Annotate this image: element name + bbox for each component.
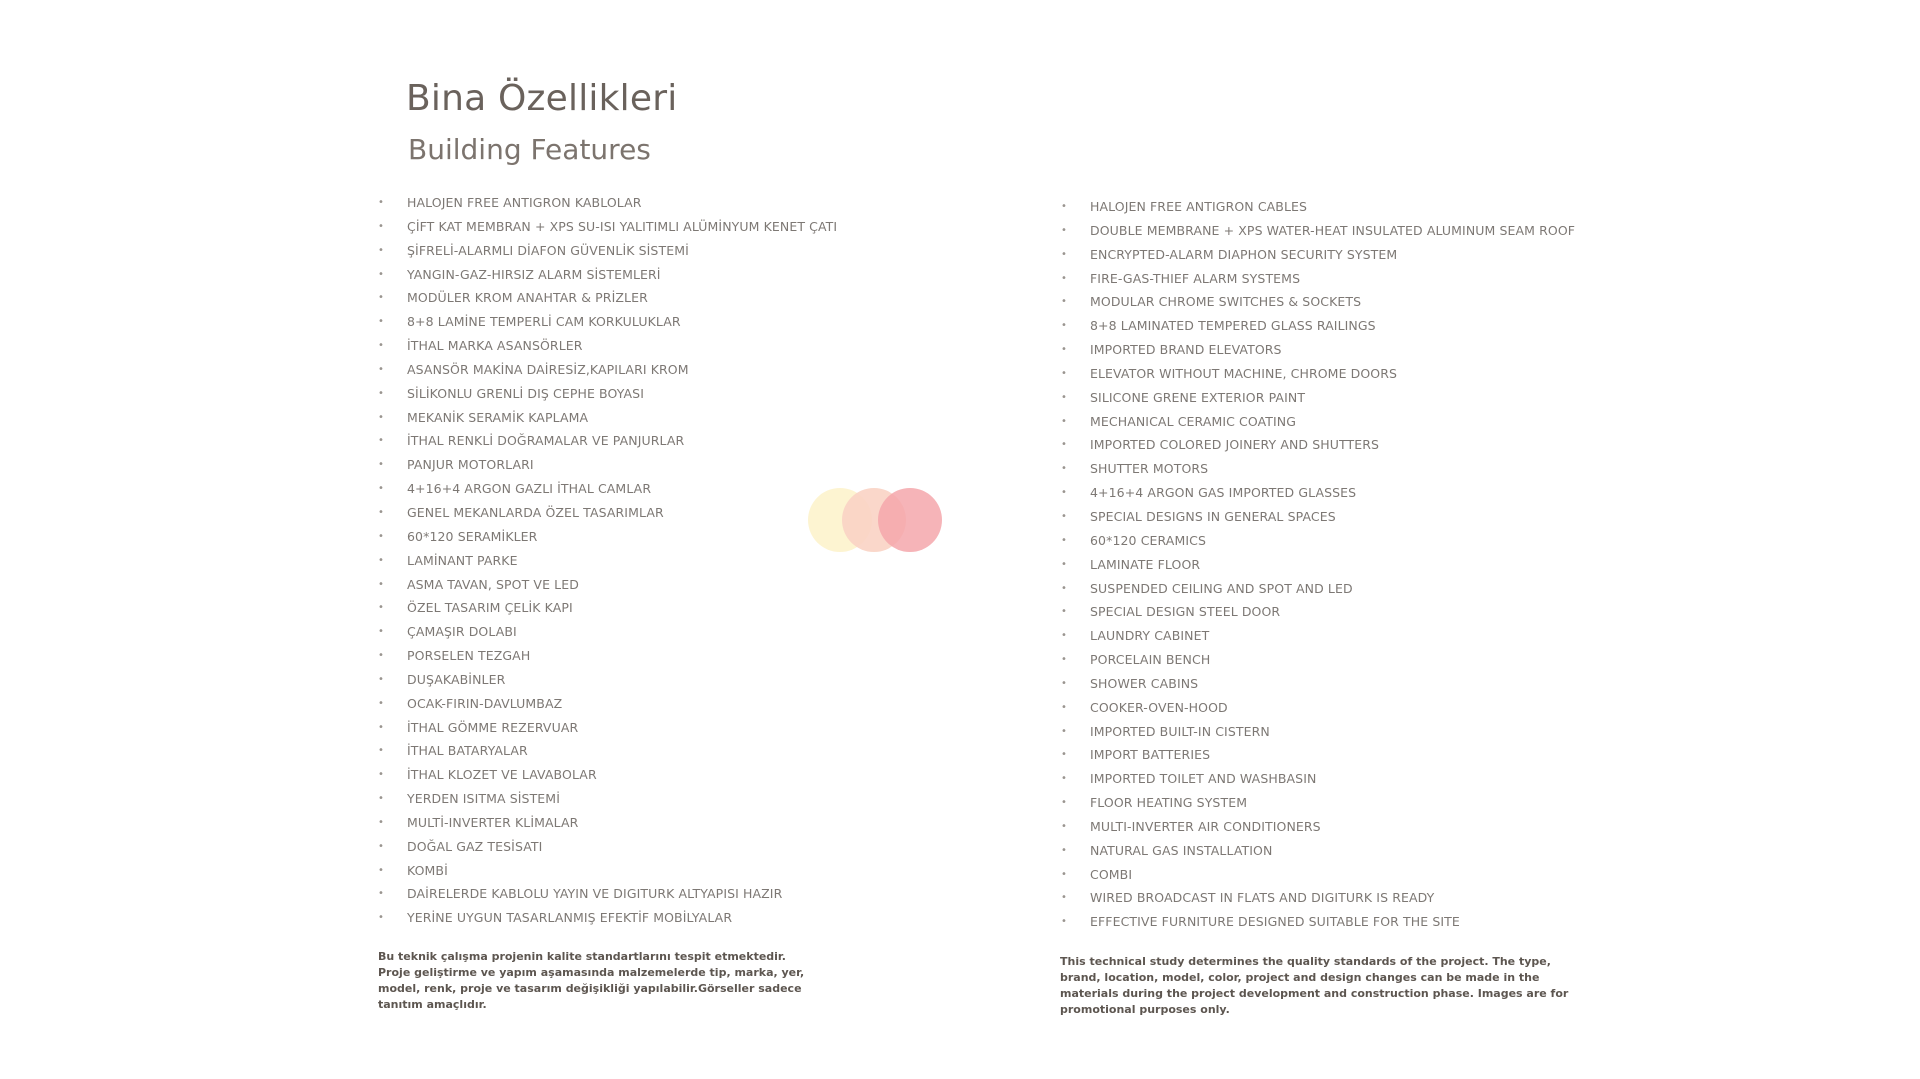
bullet-icon: •: [378, 816, 384, 828]
bullet-icon: •: [378, 554, 384, 566]
feature-item: [378, 859, 837, 883]
feature-label: IMPORT BATTERIES: [1090, 747, 1211, 763]
feature-item: [378, 215, 838, 239]
bullet-icon: •: [1061, 773, 1067, 785]
feature-label: 8+8 LAMİNE TEMPERLİ CAM KORKULUKLAR: [407, 314, 681, 330]
feature-item: [1061, 410, 1575, 434]
feature-item: [1061, 457, 1575, 481]
feature-label: LAUNDRY CABINET: [1090, 628, 1210, 644]
feature-item: [378, 692, 837, 716]
bullet-icon: •: [378, 483, 384, 495]
bullet-icon: •: [1061, 677, 1067, 689]
feature-item: [378, 644, 837, 668]
bullet-icon: •: [378, 244, 384, 256]
feature-item: [1061, 696, 1575, 720]
bullet-icon: •: [378, 316, 384, 328]
feature-label: SİLİKONLU GRENLİ DIŞ CEPHE BOYASI: [407, 385, 644, 401]
feature-item: [1061, 481, 1575, 505]
bullet-icon: •: [1061, 582, 1067, 594]
bullet-icon: •: [1061, 534, 1067, 546]
bullet-icon: •: [378, 745, 384, 757]
decorative-circles: [808, 488, 943, 553]
bullet-icon: •: [378, 530, 384, 542]
bullet-icon: •: [1061, 844, 1067, 856]
bullet-icon: •: [378, 387, 384, 399]
feature-item: [1061, 314, 1575, 338]
bullet-icon: •: [378, 435, 384, 447]
feature-label: SUSPENDED CEILING AND SPOT AND LED: [1090, 580, 1353, 596]
feature-item: [378, 263, 837, 287]
feature-label: NATURAL GAS INSTALLATION: [1090, 842, 1273, 858]
bullet-icon: •: [1061, 510, 1067, 522]
feature-item: [1061, 600, 1575, 624]
bullet-icon: •: [1061, 415, 1067, 427]
feature-label: İTHAL MARKA ASANSÖRLER: [407, 338, 583, 354]
feature-item: [1061, 219, 1576, 243]
feature-item: [1061, 577, 1575, 601]
bullet-icon: •: [378, 650, 384, 662]
feature-label: LAMİNANT PARKE: [407, 552, 518, 568]
feature-label: YERİNE UYGUN TASARLANMIŞ EFEKTİF MOBİLYALAR: [407, 910, 733, 926]
feature-label: FIRE-GAS-THIEF ALARM SYSTEMS: [1090, 270, 1301, 286]
feature-item: [1061, 648, 1575, 672]
feature-item: [1061, 743, 1575, 767]
feature-item: [1061, 720, 1575, 744]
feature-label: DAİRELERDE KABLOLU YAYIN VE DIGITURK ALTYAPISI HAZIR: [407, 886, 783, 902]
bullet-icon: •: [378, 578, 384, 590]
bullet-icon: •: [378, 506, 384, 518]
feature-label: SHUTTER MOTORS: [1090, 461, 1209, 477]
feature-label: SILICONE GRENE EXTERIOR PAINT: [1090, 389, 1306, 405]
feature-item: [1061, 553, 1575, 577]
feature-item: [1061, 195, 1575, 219]
bullet-icon: •: [1061, 272, 1067, 284]
bullet-icon: •: [378, 769, 384, 781]
bullet-icon: •: [1061, 201, 1067, 212]
feature-label: İTHAL GÖMME REZERVUAR: [407, 719, 579, 735]
feature-item: [1061, 672, 1575, 696]
feature-item: [1061, 886, 1575, 910]
bullet-icon: •: [1061, 439, 1067, 451]
features-list-tr: [378, 191, 838, 930]
feature-item: [1061, 529, 1575, 553]
bullet-icon: •: [378, 363, 384, 375]
feature-label: ELEVATOR WITHOUT MACHINE, CHROME DOORS: [1090, 365, 1398, 381]
feature-label: MULTİ-INVERTER KLİMALAR: [407, 814, 579, 830]
feature-label: IMPORTED BRAND ELEVATORS: [1090, 342, 1282, 358]
feature-item: [378, 573, 837, 597]
feature-item: [378, 835, 837, 859]
feature-label: DOUBLE MEMBRANE + XPS WATER-HEAT INSULATED ALUMINUM SEAM ROOF: [1090, 222, 1576, 238]
feature-item: [378, 501, 837, 525]
feature-label: İTHAL BATARYALAR: [407, 743, 528, 759]
bullet-icon: •: [378, 673, 384, 685]
feature-item: [378, 191, 837, 215]
feature-item: [1061, 386, 1575, 410]
page-subtitle: Building Features: [408, 133, 651, 166]
bullet-icon: •: [1061, 487, 1067, 499]
feature-label: MODULAR CHROME SWITCHES & SOCKETS: [1090, 294, 1362, 310]
feature-item: [1061, 624, 1575, 648]
bullet-icon: •: [1061, 463, 1067, 475]
feature-item: [378, 882, 837, 906]
bullet-icon: •: [1061, 868, 1067, 880]
feature-label: WIRED BROADCAST IN FLATS AND DIGITURK IS READY: [1090, 890, 1435, 906]
feature-label: ENCRYPTED-ALARM DIAPHON SECURITY SYSTEM: [1090, 246, 1398, 262]
feature-label: ÇİFT KAT MEMBRAN + XPS SU-ISI YALITIMLI ALÜMİNYUM KENET ÇATI: [407, 218, 838, 234]
bullet-icon: •: [378, 411, 384, 423]
feature-item: [1061, 505, 1575, 529]
bullet-icon: •: [378, 626, 384, 638]
bullet-icon: •: [1061, 654, 1067, 666]
feature-item: [378, 668, 837, 692]
page-title: Bina Özellikleri: [406, 78, 678, 119]
bullet-icon: •: [378, 721, 384, 733]
feature-label: ÖZEL TASARIM ÇELİK KAPI: [407, 600, 573, 616]
feature-label: MEKANİK SERAMİK KAPLAMA: [407, 409, 589, 425]
feature-label: SPECIAL DESIGNS IN GENERAL SPACES: [1090, 508, 1336, 524]
feature-item: [378, 406, 837, 430]
feature-item: [1061, 433, 1575, 457]
disclaimer-tr: Bu teknik çalışma projenin kalite standartlarını tespit etmektedir. Proje geliştirme ve yapım aşamasında malzemelerde tip, marka, yer, model, renk, proje ve tasarım değişikliği yapılabilir.Görseller sadece tanıtım amaçlıdır.: [378, 950, 805, 1011]
bullet-icon: •: [1061, 606, 1067, 618]
feature-label: MULTI-INVERTER AIR CONDITIONERS: [1090, 818, 1321, 834]
feature-label: 4+16+4 ARGON GAS IMPORTED GLASSES: [1090, 485, 1357, 501]
feature-item: [1061, 290, 1575, 314]
feature-item: [378, 358, 837, 382]
feature-item: [378, 596, 837, 620]
feature-item: [378, 286, 837, 310]
bullet-icon: •: [1061, 916, 1067, 928]
feature-label: MODÜLER KROM ANAHTAR & PRİZLER: [407, 290, 648, 306]
feature-item: [378, 453, 837, 477]
features-list-en: [1061, 195, 1576, 934]
feature-label: ASANSÖR MAKİNA DAİRESİZ,KAPILARI KROM: [407, 361, 689, 377]
feature-item: [378, 334, 837, 358]
feature-label: PORCELAIN BENCH: [1090, 652, 1211, 668]
feature-label: MECHANICAL CERAMIC COATING: [1090, 413, 1297, 429]
feature-label: DUŞAKABİNLER: [407, 671, 506, 687]
bullet-icon: •: [378, 602, 384, 614]
feature-item: [1061, 767, 1575, 791]
feature-label: YANGIN-GAZ-HIRSIZ ALARM SİSTEMLERİ: [407, 266, 661, 282]
feature-item: [378, 429, 837, 453]
bullet-icon: •: [1061, 892, 1067, 904]
feature-label: SHOWER CABINS: [1090, 675, 1199, 691]
feature-item: [378, 239, 837, 263]
feature-item: [1061, 338, 1575, 362]
bullet-icon: •: [1061, 630, 1067, 642]
bullet-icon: •: [1061, 797, 1067, 809]
feature-label: 60*120 SERAMİKLER: [407, 528, 538, 544]
bullet-icon: •: [1061, 701, 1067, 713]
feature-item: [1061, 815, 1575, 839]
bullet-icon: •: [378, 220, 384, 232]
feature-item: [378, 310, 837, 334]
feature-label: COMBI: [1090, 866, 1133, 882]
feature-item: [378, 525, 837, 549]
feature-label: ÇAMAŞIR DOLABI: [407, 624, 517, 640]
feature-item: [378, 620, 837, 644]
bullet-icon: •: [378, 840, 384, 852]
bullet-icon: •: [378, 197, 384, 208]
bullet-icon: •: [1061, 367, 1067, 379]
bullet-icon: •: [378, 268, 384, 280]
bullet-icon: •: [1061, 248, 1067, 260]
disclaimer-en: This technical study determines the quality standards of the project. The type, brand, location, model, color, project and design changes can be made in the materials during the project development and construction phase. Images are for promotional purposes only.: [1060, 955, 1569, 1016]
feature-label: IMPORTED BUILT-IN CISTERN: [1090, 723, 1270, 739]
feature-item: [378, 763, 837, 787]
feature-label: FLOOR HEATING SYSTEM: [1090, 795, 1248, 811]
feature-label: ASMA TAVAN, SPOT VE LED: [407, 576, 579, 592]
feature-label: IMPORTED COLORED JOINERY AND SHUTTERS: [1090, 437, 1380, 453]
feature-label: KOMBİ: [407, 862, 448, 878]
feature-item: [378, 716, 837, 740]
feature-label: İTHAL RENKLİ DOĞRAMALAR VE PANJURLAR: [407, 433, 685, 449]
bullet-icon: •: [1061, 558, 1067, 570]
bullet-icon: •: [378, 912, 384, 924]
decor-circle-pink: [878, 488, 942, 552]
bullet-icon: •: [1061, 725, 1067, 737]
bullet-icon: •: [378, 340, 384, 352]
bullet-icon: •: [378, 793, 384, 805]
feature-label: İTHAL KLOZET VE LAVABOLAR: [407, 767, 597, 783]
bullet-icon: •: [378, 697, 384, 709]
feature-item: [1061, 839, 1575, 863]
feature-item: [1061, 267, 1575, 291]
feature-label: EFFECTIVE FURNITURE DESIGNED SUITABLE FOR THE SITE: [1090, 914, 1460, 930]
feature-label: GENEL MEKANLARDA ÖZEL TASARIMLAR: [407, 504, 664, 520]
feature-label: DOĞAL GAZ TESİSATI: [407, 838, 543, 854]
feature-item: [378, 382, 837, 406]
feature-label: 4+16+4 ARGON GAZLI İTHAL CAMLAR: [407, 481, 652, 497]
feature-label: ŞİFRELİ-ALARMLI DİAFON GÜVENLİK SİSTEMİ: [407, 242, 689, 258]
bullet-icon: •: [378, 864, 384, 876]
feature-label: OCAK-FIRIN-DAVLUMBAZ: [407, 695, 563, 711]
bullet-icon: •: [1061, 820, 1067, 832]
bullet-icon: •: [1061, 344, 1067, 356]
bullet-icon: •: [1061, 391, 1067, 403]
feature-label: COOKER-OVEN-HOOD: [1090, 699, 1228, 715]
feature-item: [378, 549, 837, 573]
bullet-icon: •: [1061, 320, 1067, 332]
feature-item: [378, 811, 837, 835]
feature-label: YERDEN ISITMA SİSTEMİ: [407, 791, 560, 807]
feature-item: [378, 477, 837, 501]
feature-item: [378, 906, 837, 930]
feature-label: SPECIAL DESIGN STEEL DOOR: [1090, 604, 1281, 620]
feature-label: IMPORTED TOILET AND WASHBASIN: [1090, 771, 1317, 787]
feature-label: PANJUR MOTORLARI: [407, 457, 534, 473]
feature-item: [1061, 791, 1575, 815]
feature-label: PORSELEN TEZGAH: [407, 648, 531, 664]
feature-label: 60*120 CERAMICS: [1090, 532, 1206, 548]
feature-item: [378, 787, 837, 811]
feature-label: HALOJEN FREE ANTIGRON CABLES: [1090, 199, 1308, 214]
bullet-icon: •: [1061, 749, 1067, 761]
bullet-icon: •: [1061, 296, 1067, 308]
feature-item: [1061, 863, 1575, 887]
bullet-icon: •: [378, 888, 384, 900]
feature-item: [1061, 362, 1575, 386]
feature-label: LAMINATE FLOOR: [1090, 556, 1201, 572]
feature-item: [1061, 910, 1575, 934]
bullet-icon: •: [378, 292, 384, 304]
feature-label: 8+8 LAMINATED TEMPERED GLASS RAILINGS: [1090, 318, 1376, 334]
feature-item: [1061, 243, 1575, 267]
bullet-icon: •: [1061, 224, 1067, 236]
bullet-icon: •: [378, 459, 384, 471]
feature-item: [378, 739, 837, 763]
feature-label: HALOJEN FREE ANTIGRON KABLOLAR: [407, 195, 642, 210]
